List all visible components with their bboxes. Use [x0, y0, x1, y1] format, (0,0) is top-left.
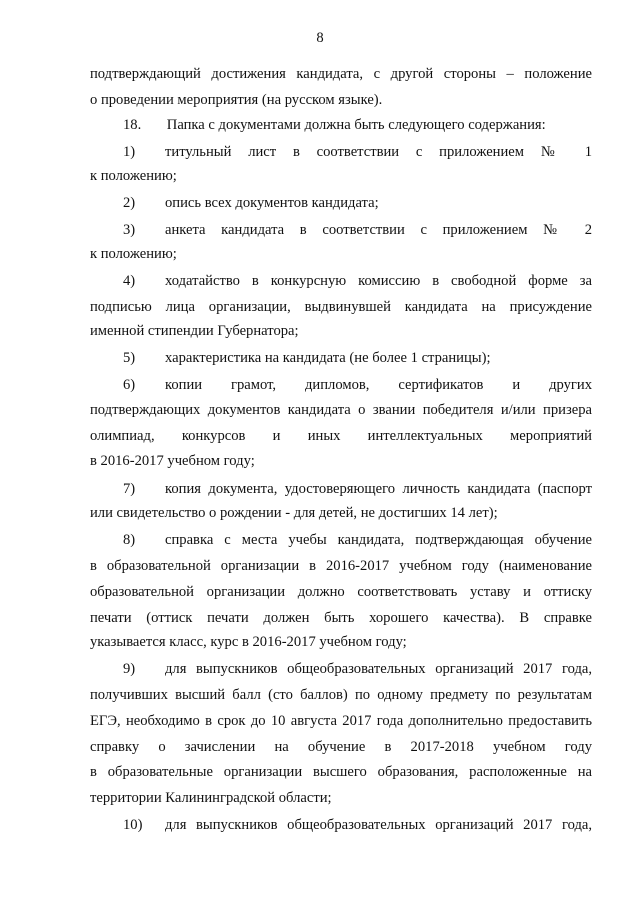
- intro-line-2: о проведении мероприятия (на русском языке).: [90, 92, 383, 108]
- list-item-number: 5): [123, 350, 136, 366]
- list-item-text: опись всех документов кандидата;: [165, 195, 379, 211]
- list-item-continuation: в образовательные организации высшего образования, расположенные на: [90, 764, 592, 780]
- list-item-number: 1): [123, 144, 136, 160]
- list-item-continuation: или свидетельство о рождении - для детей, не достигших 14 лет);: [90, 505, 498, 521]
- list-item-text: для выпускников общеобразовательных организаций 2017 года,: [165, 817, 592, 833]
- list-item-continuation: подписью лица организации, выдвинувшей кандидата на присуждение: [90, 299, 592, 315]
- list-item-number: 10): [123, 817, 143, 833]
- list-item-continuation: подтверждающих документов кандидата о звании победителя и/или призера: [90, 402, 592, 418]
- list-item-text: для выпускников общеобразовательных организаций 2017 года,: [165, 661, 592, 677]
- list-item-text: ходатайство в конкурсную комиссию в свободной форме за: [165, 273, 592, 289]
- paragraph-18-heading: 18. Папка с документами должна быть следующего содержания:: [123, 117, 546, 133]
- list-item-continuation: образовательной организации должно соответствовать уставу и оттиску: [90, 584, 592, 600]
- list-item-number: 2): [123, 195, 136, 211]
- list-item-continuation: в 2016-2017 учебном году;: [90, 453, 255, 469]
- list-item-continuation: в образовательной организации в 2016-2017 учебном году (наименование: [90, 558, 592, 574]
- list-item-number: 7): [123, 481, 136, 497]
- list-item-continuation: справку о зачислении на обучение в 2017-2018 учебном году: [90, 739, 592, 755]
- list-item-text: титульный лист в соответствии с приложением № 1: [165, 144, 592, 160]
- list-item-number: 6): [123, 377, 136, 393]
- list-item-continuation: печати (оттиск печати должен быть хорошего качества). В справке: [90, 610, 592, 626]
- list-item-text: анкета кандидата в соответствии с приложением № 2: [165, 222, 592, 238]
- list-item-continuation: ЕГЭ, необходимо в срок до 10 августа 2017 года дополнительно предоставить: [90, 713, 592, 729]
- list-item-continuation: к положению;: [90, 168, 177, 184]
- list-item-continuation: к положению;: [90, 246, 177, 262]
- list-item-text: копии грамот, дипломов, сертификатов и других: [165, 377, 592, 393]
- intro-line-1: подтверждающий достижения кандидата, с другой стороны – положение: [90, 66, 592, 82]
- list-item-continuation: олимпиад, конкурсов и иных интеллектуальных мероприятий: [90, 428, 592, 444]
- page-number: 8: [316, 30, 324, 46]
- list-item-continuation: именной стипендии Губернатора;: [90, 323, 299, 339]
- list-item-text: справка с места учебы кандидата, подтверждающая обучение: [165, 532, 592, 548]
- list-item-number: 3): [123, 222, 136, 238]
- list-item-number: 4): [123, 273, 136, 289]
- list-item-text: характеристика на кандидата (не более 1 страницы);: [165, 350, 491, 366]
- list-item-continuation: территории Калининградской области;: [90, 790, 332, 806]
- list-item-continuation: указывается класс, курс в 2016-2017 учебном году;: [90, 634, 407, 650]
- list-item-number: 8): [123, 532, 136, 548]
- list-item-number: 9): [123, 661, 136, 677]
- list-item-continuation: получивших высший балл (сто баллов) по одному предмету по результатам: [90, 687, 592, 703]
- list-item-text: копия документа, удостоверяющего личность кандидата (паспорт: [165, 481, 592, 497]
